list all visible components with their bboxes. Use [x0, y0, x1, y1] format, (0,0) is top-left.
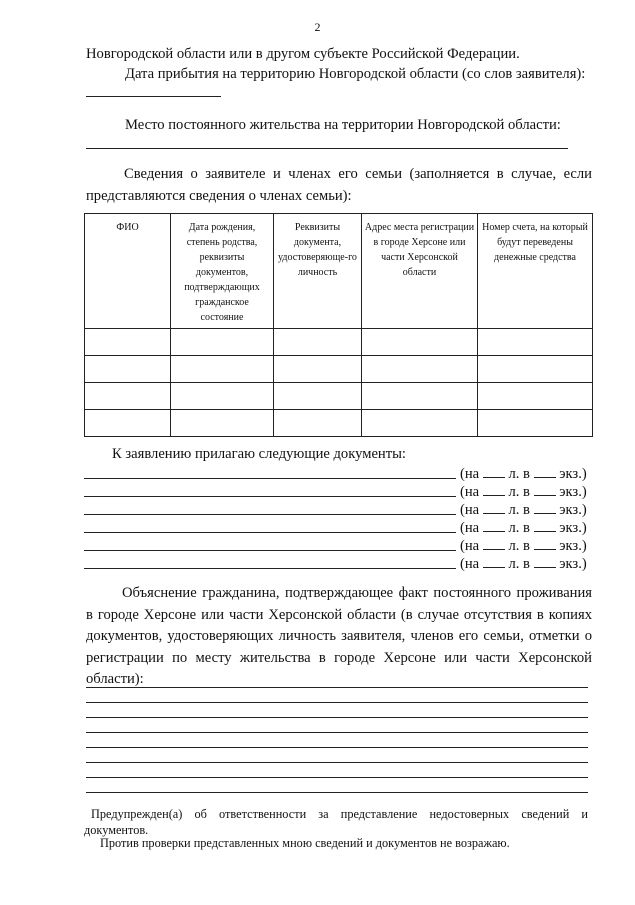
- document-name-field[interactable]: [84, 550, 456, 551]
- table-cell[interactable]: [85, 383, 171, 410]
- document-row: [84, 555, 590, 573]
- explanation-line[interactable]: [86, 687, 588, 688]
- doc-pages-open: (на: [460, 502, 480, 518]
- doc-copies-close: экз.): [559, 484, 587, 500]
- document-row: [84, 465, 590, 483]
- table-cell[interactable]: [171, 383, 274, 410]
- table-cell[interactable]: [274, 410, 362, 437]
- doc-pages-field[interactable]: [483, 555, 505, 568]
- table-row: [85, 329, 593, 356]
- document-name-field[interactable]: [84, 532, 456, 533]
- column-header-account-number: Номер счета, на который будут переведены денежные средства: [478, 214, 593, 329]
- family-members-table: [84, 213, 593, 437]
- table-cell[interactable]: [478, 383, 593, 410]
- document-name-field[interactable]: [84, 568, 456, 569]
- table-cell[interactable]: [85, 356, 171, 383]
- consent-statement: Против проверки представленных мною сведений и документов не возражаю.: [100, 836, 510, 850]
- doc-copies-close: экз.): [559, 538, 587, 554]
- doc-copies-close: экз.): [559, 556, 587, 572]
- documents-label: К заявлению прилагаю следующие документы:: [112, 446, 406, 462]
- doc-copies-close: экз.): [559, 520, 587, 536]
- table-cell[interactable]: [171, 356, 274, 383]
- table-cell[interactable]: [362, 383, 478, 410]
- document-name-field[interactable]: [84, 478, 456, 479]
- doc-pages-field[interactable]: [483, 501, 505, 514]
- table-row: [85, 410, 593, 437]
- document-name-field[interactable]: [84, 514, 456, 515]
- residence-field[interactable]: [86, 148, 568, 149]
- table-cell[interactable]: [171, 410, 274, 437]
- document-row: [84, 501, 590, 519]
- doc-copies-field[interactable]: [534, 555, 556, 568]
- doc-pages-open: (на: [460, 466, 480, 482]
- doc-pages-open: (на: [460, 484, 480, 500]
- table-cell[interactable]: [478, 329, 593, 356]
- explanation-line[interactable]: [86, 702, 588, 703]
- explanation-line[interactable]: [86, 747, 588, 748]
- explanation-line[interactable]: [86, 777, 588, 778]
- doc-pages-field[interactable]: [483, 483, 505, 496]
- page-number: 2: [314, 20, 321, 34]
- column-header-fio: ФИО: [85, 214, 171, 329]
- table-cell[interactable]: [478, 410, 593, 437]
- table-cell[interactable]: [274, 383, 362, 410]
- table-cell[interactable]: [274, 356, 362, 383]
- table-cell[interactable]: [85, 410, 171, 437]
- doc-pages-open: (на: [460, 538, 480, 554]
- doc-copies-field[interactable]: [534, 483, 556, 496]
- table-cell[interactable]: [85, 329, 171, 356]
- continuation-line: Новгородской области или в другом субъекте Российской Федерации.: [86, 46, 520, 62]
- document-name-field[interactable]: [84, 496, 456, 497]
- table-cell[interactable]: [362, 329, 478, 356]
- doc-pages-field[interactable]: [483, 519, 505, 532]
- doc-copies-close: экз.): [559, 502, 587, 518]
- table-cell[interactable]: [274, 329, 362, 356]
- doc-copies-field[interactable]: [534, 501, 556, 514]
- table-cell[interactable]: [171, 329, 274, 356]
- explanation-line[interactable]: [86, 717, 588, 718]
- doc-copies-label: л. в: [508, 538, 530, 554]
- arrival-date-field[interactable]: [86, 96, 221, 97]
- doc-copies-label: л. в: [508, 556, 530, 572]
- document-row: [84, 483, 590, 501]
- document-row: [84, 519, 590, 537]
- column-header-id-document: Реквизиты документа, удостоверяюще-го личность: [274, 214, 362, 329]
- arrival-date-label: Дата прибытия на территорию Новгородской области (со слов заявителя):: [125, 66, 586, 82]
- table-header-row: [85, 214, 593, 329]
- doc-copies-field[interactable]: [534, 465, 556, 478]
- column-header-birth-relation: Дата рождения, степень родства, реквизиты документов, подтверждающих гражданское состояние: [171, 214, 274, 329]
- column-header-registration-address: Адрес места регистрации в городе Херсоне или части Херсонской области: [362, 214, 478, 329]
- residence-label: Место постоянного жительства на территории Новгородской области:: [125, 117, 561, 133]
- explanation-line[interactable]: [86, 732, 588, 733]
- explanation-line[interactable]: [86, 792, 588, 793]
- doc-pages-field[interactable]: [483, 465, 505, 478]
- doc-pages-open: (на: [460, 556, 480, 572]
- doc-copies-field[interactable]: [534, 537, 556, 550]
- family-info-label: Сведения о заявителе и членах его семьи (заполняется в случае, если представляются сведения о членах семьи):: [86, 166, 592, 204]
- doc-copies-label: л. в: [508, 466, 530, 482]
- doc-pages-open: (на: [460, 520, 480, 536]
- table-cell[interactable]: [362, 410, 478, 437]
- doc-pages-field[interactable]: [483, 537, 505, 550]
- doc-copies-label: л. в: [508, 520, 530, 536]
- explanation-label: Объяснение гражданина, подтверждающее факт постоянного проживания в городе Херсоне или части Херсонской области (в случае отсутствия в копиях документов, удостоверяющих личность заявителя, членов его семьи, отметки о регистрации по месту жительства в городе Херсоне или части Херсонской области):: [86, 585, 592, 687]
- doc-copies-label: л. в: [508, 484, 530, 500]
- document-row: [84, 537, 590, 555]
- liability-warning: Предупрежден(а) об ответственности за представление недостоверных сведений и документов.: [84, 807, 588, 837]
- table-cell[interactable]: [478, 356, 593, 383]
- table-cell[interactable]: [362, 356, 478, 383]
- explanation-line[interactable]: [86, 762, 588, 763]
- table-row: [85, 356, 593, 383]
- doc-copies-field[interactable]: [534, 519, 556, 532]
- table-row: [85, 383, 593, 410]
- doc-copies-close: экз.): [559, 466, 587, 482]
- doc-copies-label: л. в: [508, 502, 530, 518]
